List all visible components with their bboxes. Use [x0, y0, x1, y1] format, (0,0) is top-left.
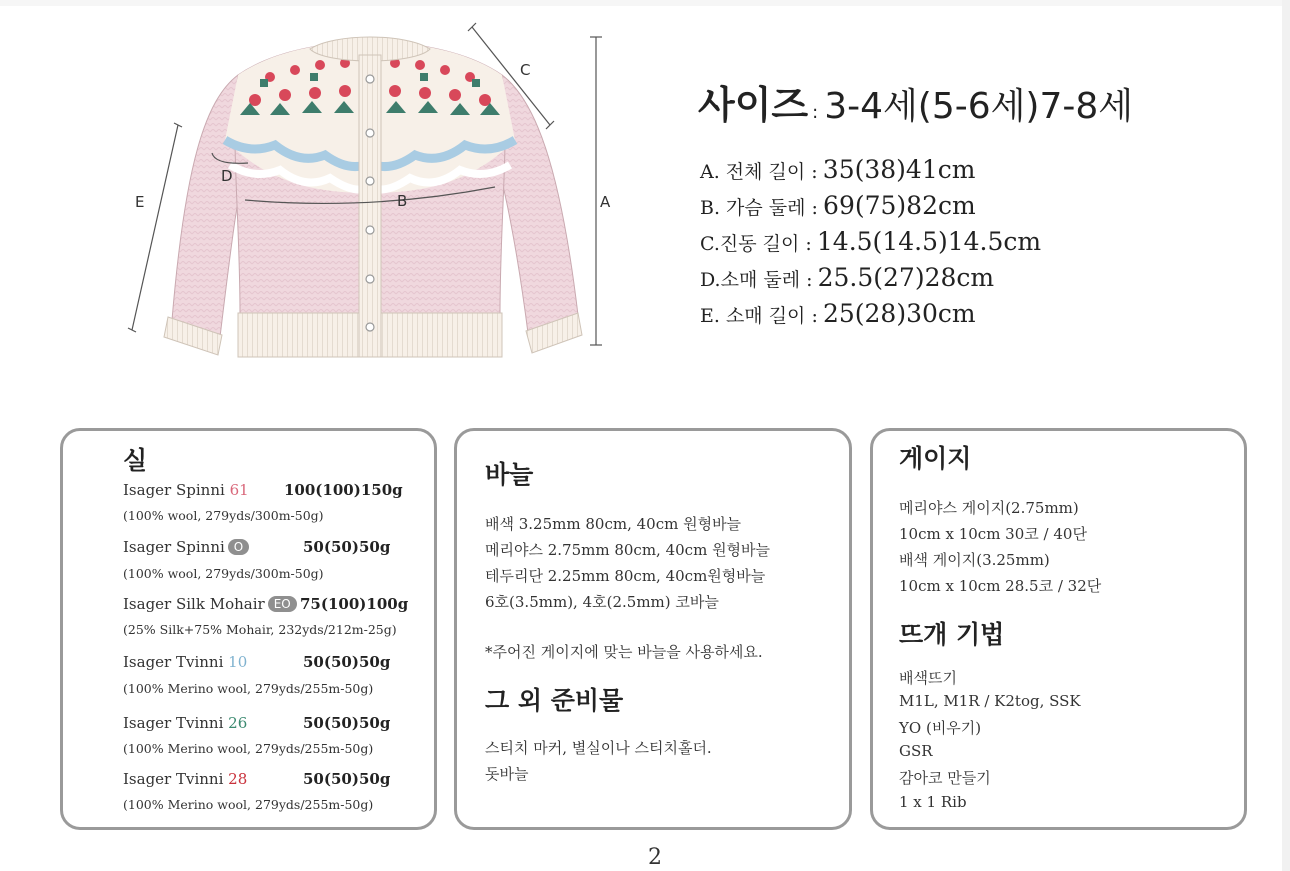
gauge-line: 배색 게이지(3.25mm): [899, 551, 1050, 569]
label-e: E: [135, 193, 145, 211]
yarn-color-code: 10: [228, 653, 248, 671]
page-top-edge: [0, 0, 1290, 6]
yarn-spec: (100% Merino wool, 279yds/255m-50g): [123, 741, 374, 756]
yarn-color-code: 28: [228, 770, 248, 788]
needles-title: 바늘: [485, 460, 534, 489]
measurement-row: [700, 155, 975, 184]
yarn-name: Isager Silk Mohair EO: [123, 595, 297, 613]
technique-line: 감아코 만들기: [899, 769, 991, 787]
yarn-box: [60, 428, 437, 830]
needle-note: *주어진 게이지에 맞는 바늘을 사용하세요.: [485, 643, 763, 661]
measurement-row: [700, 227, 1041, 256]
supplies-line: 스티치 마커, 별실이나 스티치홀더.: [485, 739, 712, 757]
yarn-spec: (100% Merino wool, 279yds/255m-50g): [123, 797, 374, 812]
gauge-title: 게이지: [899, 444, 972, 473]
needles-box: [454, 428, 852, 830]
technique-line: 배색뜨기: [899, 669, 957, 687]
measure-line-e: [132, 125, 178, 330]
measurement-label: C.진동 길이 :: [700, 233, 812, 255]
yarn-spec: (100% Merino wool, 279yds/255m-50g): [123, 681, 374, 696]
measurement-row: [700, 263, 994, 292]
techniques-title: 뜨개 기법: [899, 620, 1005, 649]
yarn-spec: (25% Silk+75% Mohair, 232yds/212m-25g): [123, 622, 397, 637]
yarn-name: Isager Tvinni 28: [123, 770, 248, 788]
page-right-edge: [1282, 0, 1290, 871]
measurement-label: D.소매 둘레 :: [700, 269, 813, 291]
yarn-weight: 50(50)50g: [303, 714, 391, 732]
label-c: C: [520, 61, 531, 79]
needle-line: 6호(3.5mm), 4호(2.5mm) 코바늘: [485, 593, 719, 611]
measurement-value: 35(38)41cm: [822, 155, 976, 184]
technique-line: 1 x 1 Rib: [899, 793, 967, 811]
label-b: B: [397, 192, 408, 210]
size-values: 3-4세(5-6세)7-8세: [824, 86, 1134, 127]
gauge-line: 10cm x 10cm 30코 / 40단: [899, 525, 1087, 543]
yarn-weight: 50(50)50g: [303, 653, 391, 671]
yarn-weight: 75(100)100g: [300, 595, 409, 613]
technique-line: GSR: [899, 742, 933, 760]
needle-line: 메리야스 2.75mm 80cm, 40cm 원형바늘: [485, 541, 771, 559]
yarn-weight: 50(50)50g: [303, 538, 391, 556]
yarn-color-badge: O: [228, 539, 249, 555]
supplies-line: 돗바늘: [485, 765, 529, 783]
measurement-row: [700, 191, 976, 220]
yarn-spec: (100% wool, 279yds/300m-50g): [123, 508, 324, 523]
yarn-name: Isager Tvinni 26: [123, 714, 248, 732]
yarn-name: Isager Tvinni 10: [123, 653, 248, 671]
needle-line: 배색 3.25mm 80cm, 40cm 원형바늘: [485, 515, 742, 533]
measurement-label: E. 소매 길이 :: [700, 305, 818, 327]
size-heading: [698, 74, 1133, 129]
page-number: 2: [648, 845, 662, 870]
label-a: A: [600, 193, 611, 211]
size-separator: :: [812, 102, 819, 123]
label-d: D: [221, 167, 233, 185]
gauge-line: 메리야스 게이지(2.75mm): [899, 499, 1079, 517]
measurement-value: 25(28)30cm: [822, 299, 976, 328]
measurement-value: 25.5(27)28cm: [817, 263, 995, 292]
measurement-label: B. 가슴 둘레 :: [700, 197, 818, 219]
yarn-weight: 100(100)150g: [284, 481, 403, 499]
measurement-label: A. 전체 길이 :: [700, 161, 818, 183]
gauge-box: [870, 428, 1247, 830]
yarn-title: 실: [123, 446, 148, 475]
supplies-title: 그 외 준비물: [485, 686, 624, 715]
yarn-weight: 50(50)50g: [303, 770, 391, 788]
cardigan-diagram: [120, 15, 620, 385]
yarn-name: Isager Spinni 61: [123, 481, 249, 499]
yarn-name: Isager Spinni O: [123, 538, 249, 556]
technique-line: M1L, M1R / K2tog, SSK: [899, 692, 1081, 710]
yarn-color-code: 61: [229, 481, 249, 499]
measurement-value: 14.5(14.5)14.5cm: [816, 227, 1042, 256]
size-title: 사이즈: [698, 83, 809, 127]
technique-line: YO (비우기): [899, 719, 982, 737]
button-band: [359, 55, 381, 357]
gauge-line: 10cm x 10cm 28.5코 / 32단: [899, 577, 1102, 595]
yarn-color-badge: EO: [268, 596, 297, 612]
yarn-spec: (100% wool, 279yds/300m-50g): [123, 566, 324, 581]
measurement-value: 69(75)82cm: [823, 191, 976, 220]
yarn-color-code: 26: [228, 714, 248, 732]
measurement-row: [700, 299, 976, 328]
needle-line: 테두리단 2.25mm 80cm, 40cm원형바늘: [485, 567, 766, 585]
